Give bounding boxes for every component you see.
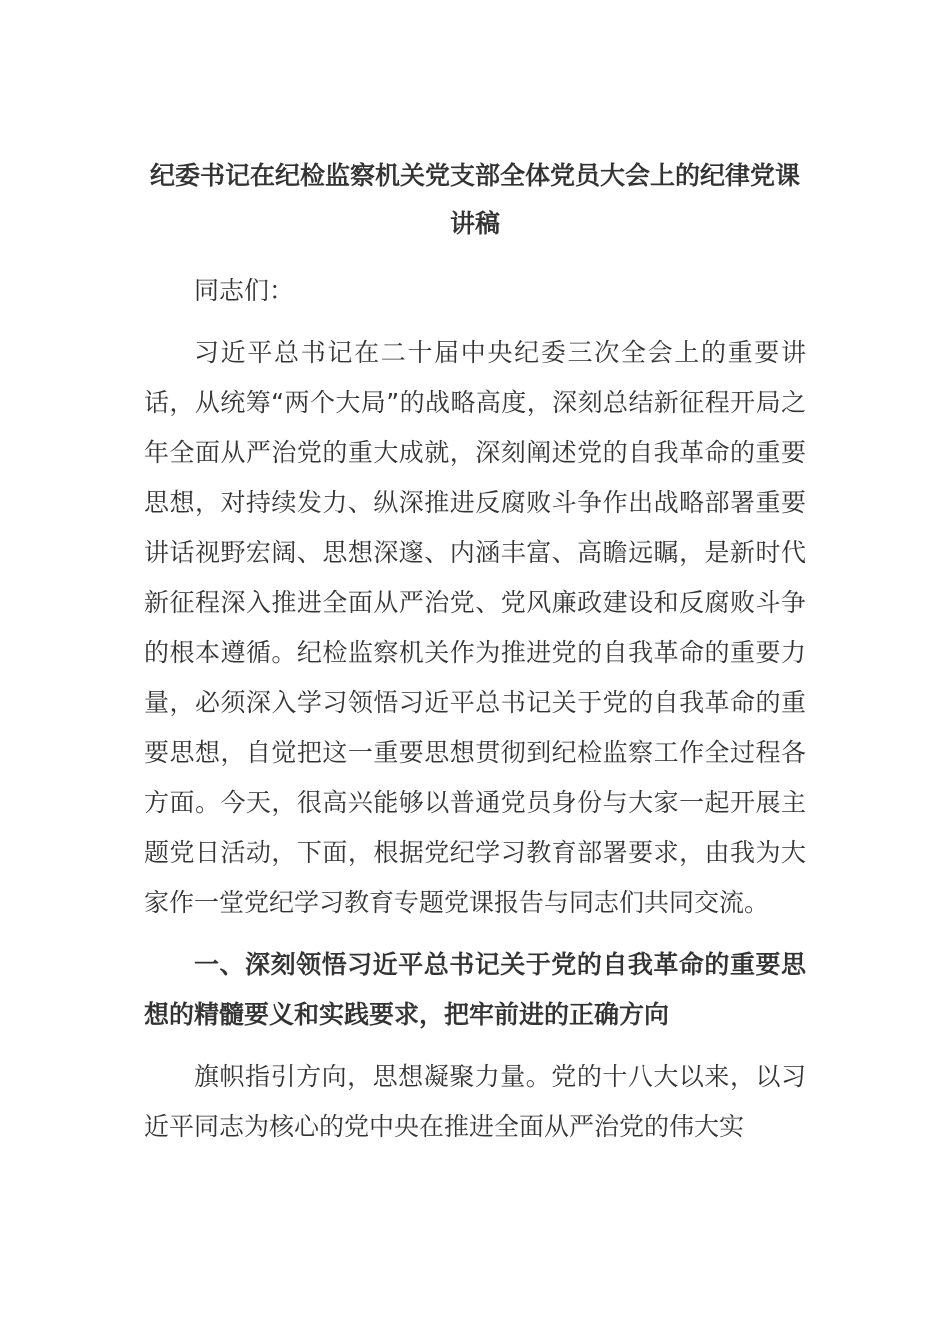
section-heading: 一、深刻领悟习近平总书记关于党的自我革命的重要思想的精髓要义和实践要求，把牢前进的正确方向 (144, 950, 806, 1029)
intro-paragraph: 习近平总书记在二十届中央纪委三次全会上的重要讲话，从统筹“两个大局”的战略高度，深刻总结新征程开局之年全面从严治党的重大成就，深刻阐述党的自我革命的重要思想，对持续发力、纵深推进反腐败斗争作出战略部署重要讲话视野宏阔、思想深邃、内涵丰富、高瞻远瞩，是新时代新征程深入推进全面从严治党、党风廉政建设和反腐败斗争的根本遵循。纪检监察机关作为推进党的自我革命的重要力量，必须深入学习领悟习近平总书记关于党的自我革命的重要思想，自觉把这一重要思想贯彻到纪检监察工作全过程各方面。今天，很高兴能够以普通党员身份与大家一起开展主题党日活动，下面，根据党纪学习教育部署要求，由我为大家作一堂党纪学习教育专题党课报告与同志们共同交流。 (144, 338, 806, 917)
document-body (144, 152, 806, 1152)
salutation: 同志们： (194, 276, 295, 305)
section-paragraph: 旗帜指引方向，思想凝聚力量。党的十八大以来，以习近平同志为核心的党中央在推进全面从严治党的伟大实 (144, 1062, 806, 1141)
document-title: 纪委书记在纪检监察机关党支部全体党员大会上的纪律党课讲稿 (149, 161, 800, 238)
